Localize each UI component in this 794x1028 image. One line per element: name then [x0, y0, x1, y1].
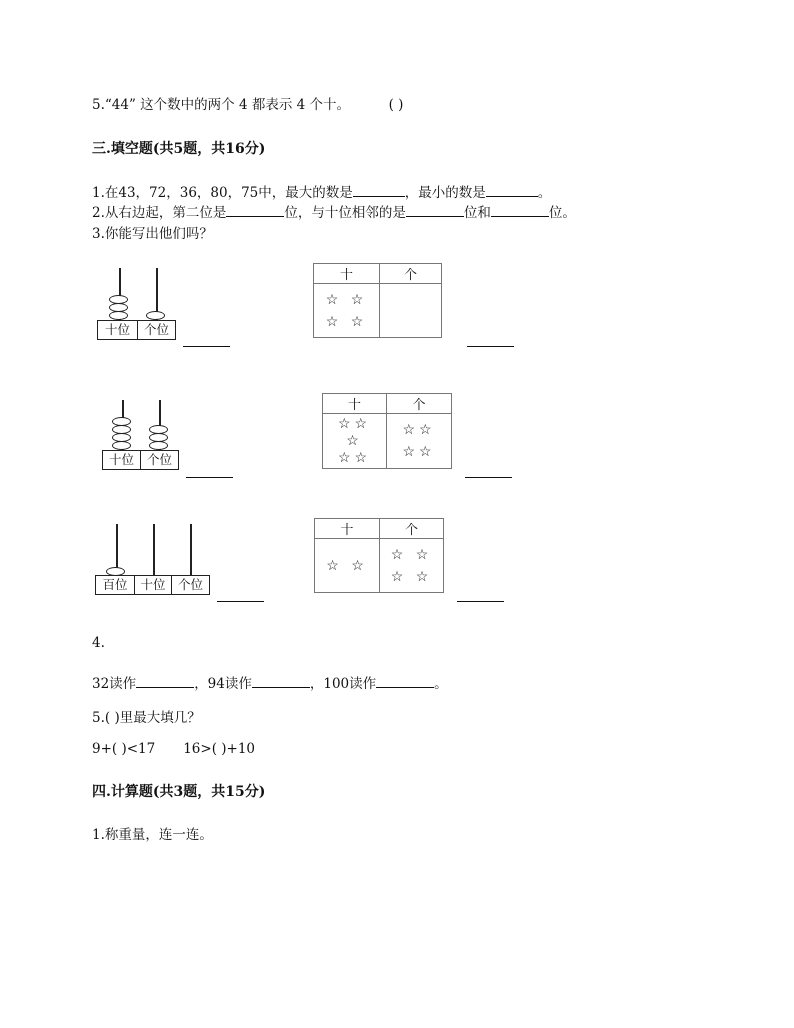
abacus-1 [97, 268, 177, 340]
table-header-ones: 个 [380, 264, 442, 284]
q5-expression-1[interactable]: 9+( )<17 [92, 741, 156, 757]
table-header-tens: 十 [315, 519, 380, 539]
fill-question-1 [92, 181, 551, 201]
fill-q1-mid: ，最小的数是 [404, 185, 486, 201]
fill-question-2 [92, 201, 576, 221]
star-row: ☆ ☆ [326, 557, 368, 574]
q5-expression-2[interactable]: 16>( )+10 [183, 741, 256, 757]
fill-q2-mid2: 位和 [463, 205, 491, 221]
abacus-base [102, 450, 179, 470]
star-row: ☆☆ [402, 444, 436, 460]
answer-blank[interactable] [491, 215, 549, 217]
abacus-bead [149, 441, 168, 450]
ones-stars-cell [380, 284, 442, 338]
abacus-rod-tens [153, 524, 155, 575]
table-header-tens: 十 [314, 264, 380, 284]
tens-place-label: 十位 [104, 322, 130, 337]
fill-question-4 [92, 672, 448, 692]
star-row: ☆☆ [337, 449, 372, 466]
judge-question-5 [92, 93, 403, 113]
answer-line[interactable] [183, 346, 230, 347]
place-value-table-1 [313, 263, 442, 338]
star-row: ☆☆ [337, 415, 372, 432]
answer-line[interactable] [465, 477, 512, 478]
fill-question-4-number: 4. [92, 635, 105, 651]
star-row: ☆☆ [402, 422, 436, 438]
ones-place-label: 个位 [140, 451, 178, 469]
answer-blank[interactable] [252, 686, 310, 688]
table-header-ones: 个 [387, 394, 452, 414]
answer-line[interactable] [467, 346, 514, 347]
fill-question-5-expressions [92, 741, 255, 757]
abacus-bead [112, 441, 131, 450]
star-row: ☆ ☆ [325, 291, 368, 308]
place-value-table-3 [314, 518, 444, 593]
star-row: ☆ ☆ [325, 313, 368, 330]
fill-q2-end: 位。 [548, 205, 576, 221]
tens-stars-cell [314, 284, 380, 338]
table-header-ones: 个 [380, 519, 444, 539]
star-row: ☆ ☆ [390, 546, 433, 563]
fill-q2-prefix: 2.从右边起，第二位是 [92, 205, 227, 221]
tens-stars-cell [323, 414, 387, 469]
hundreds-place-label: 百位 [102, 577, 128, 592]
answer-line[interactable] [217, 601, 264, 602]
ones-place-label: 个位 [171, 576, 209, 594]
answer-blank[interactable] [226, 215, 284, 217]
abacus-rod-ones [190, 524, 192, 575]
tens-place-label: 十位 [134, 576, 171, 594]
abacus-2 [102, 400, 182, 472]
calc-question-1: 1.称重量，连一连。 [92, 827, 213, 843]
judge-question-5-text: 5.“44” 这个数中的两个 4 都表示 4 个十。 [92, 97, 350, 113]
tens-place-label: 十位 [108, 452, 134, 467]
fill-q2-mid1: 位，与十位相邻的是 [284, 205, 406, 221]
abacus-bead [146, 311, 165, 320]
answer-blank[interactable] [353, 195, 405, 197]
fill-q1-prefix: 1.在43，72，36，80，75中，最大的数是 [92, 185, 353, 201]
table-header-tens: 十 [323, 394, 387, 414]
abacus-3 [95, 524, 215, 596]
answer-blank[interactable] [376, 686, 434, 688]
abacus-base [97, 320, 176, 340]
q4-part-c: ，100读作 [309, 676, 377, 692]
answer-blank[interactable] [406, 215, 464, 217]
section-4-heading: 四.计算题(共3题，共15分) [92, 784, 266, 800]
fill-question-5-title: 5.( )里最大填几？ [92, 710, 201, 726]
star-row: ☆ ☆ [390, 568, 433, 585]
fill-q1-end: 。 [537, 185, 552, 201]
fill-question-3: 3.你能写出他们吗？ [92, 226, 213, 242]
tens-stars-cell [315, 539, 380, 593]
answer-line[interactable] [457, 601, 504, 602]
ones-place-label: 个位 [137, 321, 175, 339]
answer-blank[interactable] [136, 686, 194, 688]
star-row: ☆ [346, 432, 363, 449]
ones-stars-cell [387, 414, 452, 469]
ones-stars-cell [380, 539, 444, 593]
q4-part-a: 32读作 [92, 676, 137, 692]
abacus-bead [109, 311, 128, 320]
section-3-heading: 三.填空题(共5题，共16分) [92, 141, 266, 157]
answer-parenthesis[interactable]: ( ) [388, 97, 404, 113]
q4-end: 。 [434, 676, 448, 692]
answer-blank[interactable] [486, 195, 538, 197]
place-value-table-2 [322, 393, 452, 469]
answer-line[interactable] [186, 477, 233, 478]
q4-part-b: ，94读作 [194, 676, 252, 692]
abacus-base [95, 575, 210, 595]
